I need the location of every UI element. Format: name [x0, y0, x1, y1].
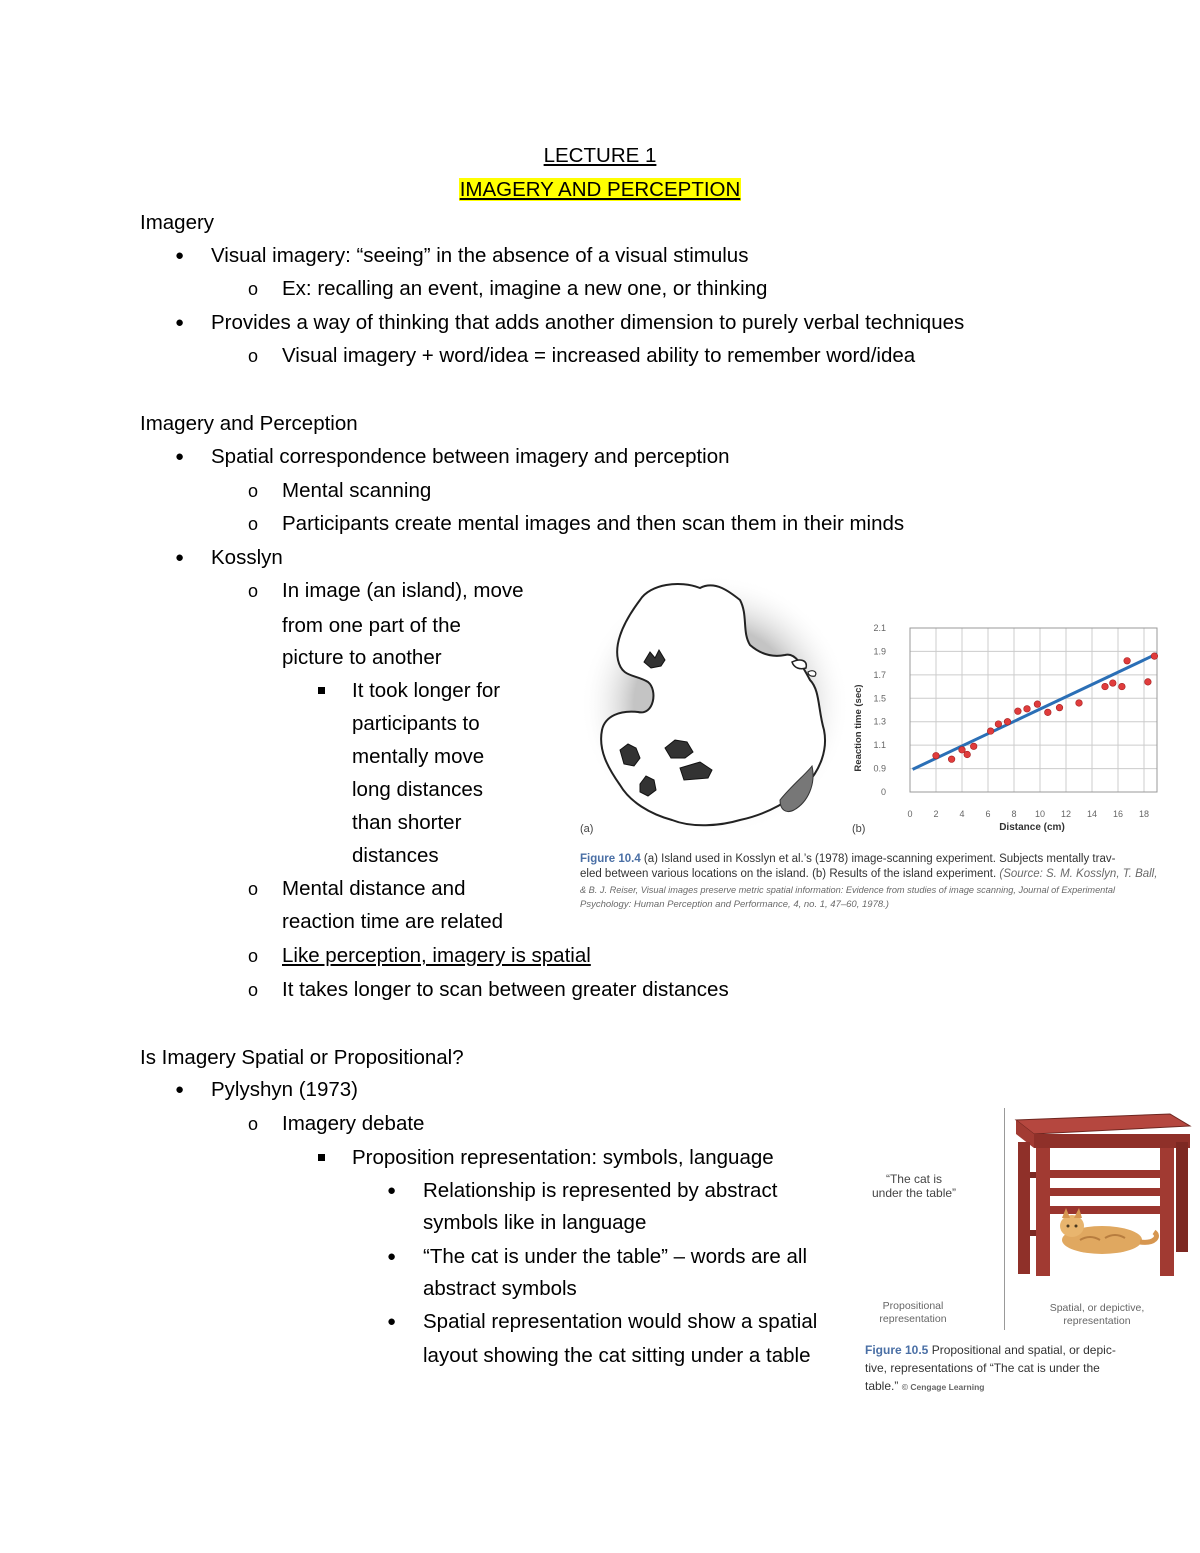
data-point [959, 747, 966, 754]
cat-under-table-illustration [1010, 1112, 1192, 1278]
plot-frame [910, 628, 1157, 792]
bullet-circle: o [248, 481, 259, 501]
y-tick-label: 1.1 [873, 740, 886, 751]
data-point [948, 756, 955, 763]
data-point [1119, 683, 1126, 690]
list-item-continuation: layout showing the cat sitting under a table [423, 1344, 811, 1367]
bullet-circle: o [248, 514, 259, 534]
x-tick-label: 16 [1112, 809, 1124, 819]
y-tick-label: 1.3 [873, 716, 886, 727]
list-item: “The cat is under the table” – words are all [423, 1245, 807, 1268]
data-point [1004, 718, 1011, 725]
bullet-dot: ● [175, 448, 185, 465]
bullet-dot: ● [387, 1248, 397, 1265]
data-point [995, 721, 1002, 728]
figure-10-4-caption-line2: eled between various locations on the island. (b) Results of the island experiment. (Source: S. M. Kosslyn, T. Ball, [580, 868, 1158, 880]
data-point [1124, 658, 1131, 665]
chart-gridlines [910, 628, 1157, 792]
y-tick-label: 1.5 [873, 693, 886, 704]
data-point [970, 743, 977, 750]
list-item: Imagery debate [282, 1112, 425, 1135]
y-tick-label: 2.1 [873, 623, 886, 633]
list-item: Spatial representation would show a spatial [423, 1310, 818, 1333]
bullet-circle: o [248, 346, 259, 366]
panel-a-label: (a) [580, 823, 594, 835]
bullet-square [318, 1154, 325, 1161]
list-item-continuation: symbols like in language [423, 1211, 647, 1234]
x-tick-label: 12 [1060, 809, 1072, 819]
bullet-circle: o [248, 879, 259, 899]
section-heading-imagery: Imagery [140, 211, 215, 234]
x-tick-label: 10 [1034, 809, 1046, 819]
bullet-dot: ● [175, 314, 185, 331]
trend-line [913, 654, 1157, 770]
reaction-time-chart [845, 618, 1170, 838]
section-heading-perception: Imagery and Perception [140, 412, 358, 435]
x-axis-label: Distance (cm) [999, 822, 1065, 833]
figure-10-4-caption-line4: Psychology: Human Perception and Performance, 4, no. 1, 47–60, 1978.) [580, 899, 889, 910]
list-item-continuation: abstract symbols [423, 1277, 577, 1300]
list-item: Kosslyn [211, 546, 283, 569]
list-item: Proposition representation: symbols, language [352, 1146, 774, 1169]
list-item-continuation: participants to [352, 712, 480, 735]
data-point [964, 751, 971, 758]
list-item: Participants create mental images and then scan them in their minds [282, 512, 905, 535]
bullet-circle: o [248, 946, 259, 966]
data-point [1102, 683, 1109, 690]
list-item-continuation: distances [352, 844, 439, 867]
y-tick-label: 0 [880, 787, 886, 797]
y-tick-label: 1.7 [873, 669, 886, 680]
bullet-dot: ● [387, 1313, 397, 1330]
list-item: Ex: recalling an event, imagine a new one, or thinking [282, 277, 768, 300]
x-tick-label: 0 [907, 809, 913, 819]
figure-divider [1004, 1108, 1005, 1330]
list-item: Provides a way of thinking that adds another dimension to purely verbal techniques [211, 311, 965, 334]
list-item-continuation: long distances [352, 778, 484, 801]
page-title: LECTURE 1 [543, 144, 657, 167]
bullet-dot: ● [175, 549, 185, 566]
figure-10-4-caption-line1: Figure 10.4 (a) Island used in Kosslyn et al.’s (1978) image-scanning experiment. Subjects mentally trav- [580, 853, 1116, 865]
data-point [1045, 709, 1052, 716]
y-axis-label: Reaction time (sec) [853, 684, 864, 772]
panel-b-label: (b) [852, 823, 866, 835]
x-tick-label: 4 [959, 809, 965, 819]
y-tick-label: 0.9 [873, 763, 886, 774]
data-point [1145, 679, 1152, 686]
data-point [1076, 700, 1083, 707]
y-tick-label: 1.9 [873, 646, 886, 657]
list-item-continuation: reaction time are related [282, 910, 504, 933]
bullet-square [318, 687, 325, 694]
list-item: It took longer for [352, 679, 501, 702]
x-tick-label: 8 [1011, 809, 1017, 819]
propositional-quote: “The cat is under the table” [871, 1172, 957, 1200]
figure-10-4-caption-line3: & B. J. Reiser, Visual images preserve metric spatial information: Evidence from studies of image scanning, Journal of Experimental [580, 885, 1115, 895]
x-tick-label: 14 [1086, 809, 1098, 819]
cat-icon [1060, 1208, 1156, 1254]
list-item-continuation: than shorter [352, 811, 462, 834]
bullet-circle: o [248, 279, 259, 299]
list-item: Mental distance and [282, 877, 466, 900]
list-item-continuation: picture to another [282, 646, 442, 669]
bullet-dot: ● [175, 1081, 185, 1098]
data-point [1024, 706, 1031, 713]
list-item-continuation: mentally move [352, 745, 485, 768]
x-tick-label: 18 [1138, 809, 1150, 819]
propositional-representation-label: Propositional representation [879, 1300, 947, 1325]
data-point [1056, 704, 1063, 711]
data-point [987, 728, 994, 735]
data-point [1015, 708, 1022, 715]
bullet-dot: ● [387, 1182, 397, 1199]
list-item: Pylyshyn (1973) [211, 1078, 358, 1101]
figure-10-5-caption-line1: Figure 10.5 Propositional and spatial, or depic- [865, 1343, 1116, 1357]
data-point [933, 752, 940, 759]
list-item: Visual imagery: “seeing” in the absence of a visual stimulus [211, 244, 749, 267]
bullet-circle: o [248, 581, 259, 601]
figure-10-5-caption-line2: tive, representations of “The cat is under the [865, 1361, 1100, 1375]
section-heading-debate: Is Imagery Spatial or Propositional? [140, 1046, 464, 1069]
list-item: It takes longer to scan between greater distances [282, 978, 729, 1001]
chart-trendline-group [913, 654, 1157, 770]
list-item: Visual imagery + word/idea = increased ability to remember word/idea [282, 344, 916, 367]
spatial-representation-label: Spatial, or depictive, representation [1049, 1302, 1145, 1327]
list-item: Mental scanning [282, 479, 432, 502]
island-map-figure [580, 570, 850, 835]
list-item: Spatial correspondence between imagery and perception [211, 445, 730, 468]
figure-10-5-caption-line3: table.” © Cengage Learning [865, 1379, 985, 1393]
figure-10-5-label: Figure 10.5 [865, 1343, 929, 1357]
list-item-underlined: Like perception, imagery is spatial [282, 944, 591, 967]
list-item-continuation: from one part of the [282, 614, 461, 637]
data-point [1151, 653, 1158, 660]
x-tick-label: 2 [933, 809, 939, 819]
bullet-circle: o [248, 1114, 259, 1134]
list-item: In image (an island), move [282, 579, 524, 602]
list-item: Relationship is represented by abstract [423, 1179, 778, 1202]
bullet-circle: o [248, 980, 259, 1000]
page-subtitle: IMAGERY AND PERCEPTION [459, 178, 741, 201]
data-point [1034, 701, 1041, 708]
bullet-dot: ● [175, 247, 185, 264]
copyright-credit: © Cengage Learning [901, 1382, 985, 1392]
figure-10-4-label: Figure 10.4 [580, 853, 641, 865]
data-point [1110, 680, 1117, 687]
x-tick-label: 6 [985, 809, 991, 819]
